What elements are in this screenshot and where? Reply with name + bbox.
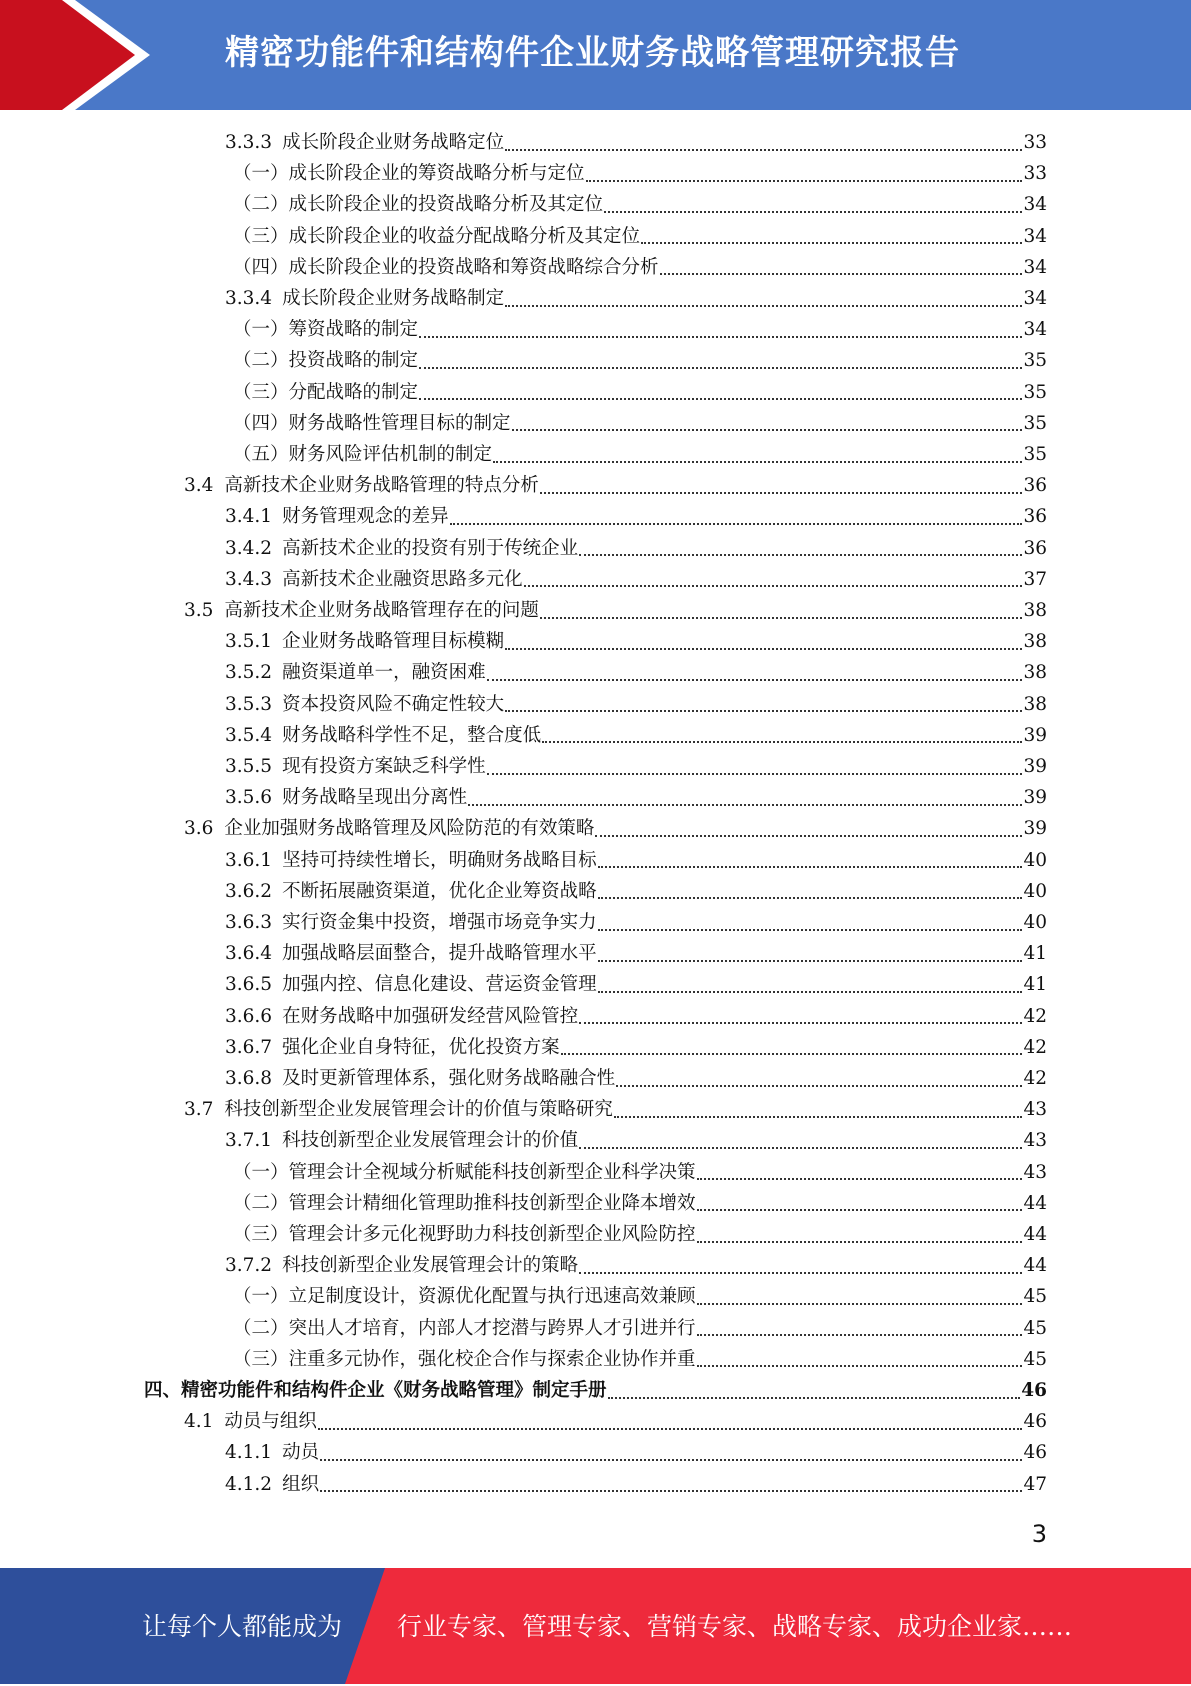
toc-dot-leader <box>697 1178 1023 1180</box>
toc-entry-title: 企业财务战略管理目标模糊 <box>282 631 505 653</box>
toc-entry[interactable] <box>225 782 1047 813</box>
toc-entry[interactable] <box>225 626 1047 657</box>
toc-dot-leader <box>542 741 1022 743</box>
toc-entry-number: 3.6.4 <box>225 943 273 965</box>
toc-entry-page: 39 <box>1023 756 1047 777</box>
toc-entry-page: 34 <box>1023 225 1047 247</box>
toc-entry-number: 3.3.3 <box>225 132 273 153</box>
toc-entry-number: 3.4.3 <box>225 568 273 590</box>
toc-dot-leader <box>660 273 1023 275</box>
toc-dot-leader <box>561 1053 1023 1055</box>
toc-entry-page: 44 <box>1023 1255 1047 1277</box>
toc-entry-page: 38 <box>1023 631 1047 653</box>
toc-dot-leader <box>697 1241 1023 1243</box>
toc-entry-page: 39 <box>1023 787 1047 809</box>
toc-entry-title: 企业加强财务战略管理及风险防范的有效策略 <box>224 818 595 840</box>
toc-dot-leader <box>598 897 1023 899</box>
toc-entry-page: 36 <box>1023 475 1047 497</box>
toc-entry[interactable] <box>225 533 1047 564</box>
toc-entry-title: 现有投资方案缺乏科学性 <box>282 756 486 777</box>
toc-entry-page: 36 <box>1023 537 1047 559</box>
toc-entry-title: 动员与组织 <box>224 1411 317 1433</box>
toc-entry-number: 3.6.5 <box>225 974 273 996</box>
toc-entry-page: 38 <box>1023 600 1047 621</box>
toc-entry[interactable] <box>184 1094 1047 1125</box>
toc-dot-leader <box>614 1116 1023 1118</box>
toc-entry[interactable] <box>225 657 1047 688</box>
toc-dot-leader <box>419 398 1022 400</box>
toc-entry[interactable] <box>225 1063 1047 1094</box>
toc-dot-leader <box>512 429 1023 431</box>
toc-entry[interactable] <box>225 969 1047 1000</box>
toc-dot-leader <box>540 617 1023 619</box>
toc-dot-leader <box>595 835 1022 837</box>
toc-entry[interactable] <box>225 1032 1047 1063</box>
toc-entry-number: 3.6.1 <box>225 849 273 871</box>
toc-entry-page: 43 <box>1023 1161 1047 1183</box>
toc-entry-page: 33 <box>1023 163 1047 185</box>
toc-entry[interactable] <box>225 720 1047 751</box>
toc-entry-title: （五）财务风险评估机制的制定 <box>233 444 493 465</box>
toc-entry[interactable] <box>233 408 1047 439</box>
toc-entry-title: 科技创新型企业发展管理会计的价值与策略研究 <box>224 1099 613 1121</box>
toc-entry[interactable] <box>233 1313 1047 1344</box>
toc-entry-title: 科技创新型企业发展管理会计的价值 <box>282 1130 579 1152</box>
toc-entry[interactable] <box>233 1157 1047 1188</box>
toc-entry[interactable] <box>233 221 1047 252</box>
toc-entry-title: 资本投资风险不确定性较大 <box>282 693 505 715</box>
toc-entry-page: 35 <box>1023 444 1047 465</box>
toc-dot-leader <box>598 991 1023 993</box>
toc-entry[interactable] <box>225 1437 1047 1468</box>
toc-entry-page: 35 <box>1023 350 1047 372</box>
toc-entry-number: 3.5 <box>184 600 214 621</box>
toc-dot-leader <box>505 305 1022 307</box>
footer-slogan-left: 让每个人都能成为 <box>142 1612 343 1641</box>
toc-entry[interactable] <box>184 595 1047 626</box>
toc-entry[interactable] <box>225 1250 1047 1281</box>
toc-dot-leader <box>318 1428 1023 1430</box>
toc-entry-number: 4.1.1 <box>225 1442 273 1464</box>
page-footer <box>0 1568 1191 1684</box>
toc-entry-title: 科技创新型企业发展管理会计的策略 <box>282 1255 579 1277</box>
toc-entry-title: （二）突出人才培育，内部人才挖潜与跨界人才引进并行 <box>233 1317 696 1339</box>
toc-entry-number: 3.5.4 <box>225 724 273 746</box>
toc-dot-leader <box>598 960 1023 962</box>
page-header <box>0 0 1191 110</box>
toc-dot-leader <box>540 492 1023 494</box>
toc-entry-number: 3.5.5 <box>225 756 273 777</box>
toc-entry-page: 41 <box>1023 943 1047 965</box>
toc-entry[interactable] <box>225 876 1047 907</box>
toc-dot-leader <box>579 554 1022 556</box>
toc-entry-page: 35 <box>1023 381 1047 403</box>
toc-entry[interactable] <box>233 189 1047 220</box>
toc-entry-title: （三）管理会计多元化视野助力科技创新型企业风险防控 <box>233 1224 696 1245</box>
toc-entry-page: 44 <box>1023 1192 1047 1214</box>
footer-slogan-right: 行业专家、管理专家、营销专家、战略专家、成功企业家…… <box>397 1612 1073 1641</box>
toc-entry[interactable] <box>184 813 1047 844</box>
toc-entry-title: 四、精密功能件和结构件企业《财务战略管理》制定手册 <box>144 1380 607 1401</box>
toc-entry-page: 39 <box>1023 818 1047 840</box>
toc-entry-page: 41 <box>1023 974 1047 996</box>
toc-entry-page: 34 <box>1023 256 1047 278</box>
toc-entry-number: 3.6.3 <box>225 912 273 933</box>
toc-entry-title: 财务战略科学性不足，整合度低 <box>282 724 542 746</box>
toc-dot-leader <box>320 1490 1022 1492</box>
toc-entry[interactable] <box>233 345 1047 376</box>
toc-entry-page: 42 <box>1023 1068 1047 1089</box>
toc-entry-page: 40 <box>1023 880 1047 902</box>
toc-entry[interactable] <box>225 1125 1047 1156</box>
toc-entry-title: （一）成长阶段企业的筹资战略分析与定位 <box>233 163 585 185</box>
toc-dot-leader <box>697 1334 1023 1336</box>
toc-entry-title: （一）立足制度设计，资源优化配置与执行迅速高效兼顾 <box>233 1286 696 1308</box>
toc-entry-page: 46 <box>1023 1411 1047 1433</box>
page-number: 3 <box>1031 1520 1047 1548</box>
toc-dot-leader <box>419 367 1022 369</box>
toc-entry-title: （三）分配战略的制定 <box>233 381 419 403</box>
toc-dot-leader <box>505 648 1022 650</box>
toc-entry[interactable] <box>184 470 1047 501</box>
toc-entry-page: 42 <box>1023 1036 1047 1058</box>
report-title: 精密功能件和结构件企业财务战略管理研究报告 <box>225 33 960 73</box>
toc-entry[interactable] <box>233 1188 1047 1219</box>
toc-entry-title: 实行资金集中投资，增强市场竞争实力 <box>282 912 597 933</box>
toc-entry[interactable] <box>233 1219 1047 1250</box>
toc-entry-page: 40 <box>1023 912 1047 933</box>
toc-entry-title: 组织 <box>282 1473 320 1495</box>
toc-entry-number: 3.5.1 <box>225 631 273 653</box>
toc-entry-title: 财务战略呈现出分离性 <box>282 787 468 809</box>
toc-entry-page: 34 <box>1023 319 1047 341</box>
toc-entry-page: 38 <box>1023 693 1047 715</box>
toc-dot-leader <box>524 585 1023 587</box>
toc-entry-number: 3.3.4 <box>225 288 273 309</box>
toc-entry-page: 39 <box>1023 724 1047 746</box>
toc-dot-leader <box>616 1085 1022 1087</box>
toc-entry-title: 强化企业自身特征，优化投资方案 <box>282 1036 560 1058</box>
toc-entry-page: 34 <box>1023 288 1047 309</box>
toc-entry-title: 及时更新管理体系，强化财务战略融合性 <box>282 1068 616 1089</box>
toc-entry-page: 46 <box>1023 1442 1047 1464</box>
toc-entry-title: 高新技术企业的投资有别于传统企业 <box>282 537 579 559</box>
toc-entry[interactable] <box>225 689 1047 720</box>
toc-entry-page: 40 <box>1023 849 1047 871</box>
toc-entry[interactable] <box>233 1344 1047 1375</box>
toc-entry-page: 38 <box>1023 662 1047 684</box>
toc-entry[interactable] <box>233 158 1047 189</box>
toc-dot-leader <box>697 1365 1023 1367</box>
toc-entry[interactable] <box>233 1281 1047 1312</box>
toc-entry-title: 坚持可持续性增长，明确财务战略目标 <box>282 849 597 871</box>
toc-entry-number: 3.6.6 <box>225 1005 273 1027</box>
toc-entry-title: 高新技术企业融资思路多元化 <box>282 568 523 590</box>
toc-dot-leader <box>487 773 1023 775</box>
toc-dot-leader <box>419 336 1022 338</box>
toc-entry[interactable] <box>225 127 1047 158</box>
toc-entry[interactable] <box>225 501 1047 532</box>
toc-dot-leader <box>598 866 1023 868</box>
toc-entry-page: 37 <box>1023 568 1047 590</box>
toc-entry-page: 45 <box>1023 1286 1047 1308</box>
toc-entry-page: 45 <box>1023 1348 1047 1370</box>
toc-entry-title: 在财务战略中加强研发经营风险管控 <box>282 1005 579 1027</box>
toc-entry-number: 3.6.7 <box>225 1036 273 1058</box>
toc-entry-title: （二）管理会计精细化管理助推科技创新型企业降本增效 <box>233 1192 696 1214</box>
toc-dot-leader <box>505 149 1022 151</box>
toc-dot-leader <box>579 1147 1022 1149</box>
toc-entry[interactable] <box>225 283 1047 314</box>
toc-entry-number: 4.1.2 <box>225 1473 273 1495</box>
toc-dot-leader <box>487 679 1023 681</box>
toc-entry-page: 42 <box>1023 1005 1047 1027</box>
toc-dot-leader <box>598 929 1023 931</box>
toc-entry[interactable] <box>233 314 1047 345</box>
toc-entry-number: 4.1 <box>184 1411 214 1433</box>
toc-entry-title: （三）成长阶段企业的收益分配战略分析及其定位 <box>233 225 641 247</box>
toc-entry-number: 3.5.6 <box>225 787 273 809</box>
toc-entry-title: 高新技术企业财务战略管理的特点分析 <box>224 475 539 497</box>
toc-entry[interactable] <box>225 845 1047 876</box>
toc-entry[interactable] <box>184 1406 1047 1437</box>
toc-dot-leader <box>641 242 1022 244</box>
toc-dot-leader <box>697 1303 1023 1305</box>
toc-dot-leader <box>604 211 1022 213</box>
toc-entry-number: 3.6.8 <box>225 1068 273 1089</box>
toc-entry-title: （四）成长阶段企业的投资战略和筹资战略综合分析 <box>233 256 659 278</box>
toc-dot-leader <box>697 1209 1023 1211</box>
toc-entry-title: （一）管理会计全视域分析赋能科技创新型企业科学决策 <box>233 1161 696 1183</box>
toc-entry[interactable] <box>225 751 1047 782</box>
toc-entry-page: 33 <box>1023 132 1047 153</box>
toc-entry[interactable] <box>233 377 1047 408</box>
toc-entry-title: 融资渠道单一，融资困难 <box>282 662 486 684</box>
toc-entry-title: 不断拓展融资渠道，优化企业筹资战略 <box>282 880 597 902</box>
toc-entry-number: 3.7.1 <box>225 1130 273 1152</box>
toc-entry-title: （一）筹资战略的制定 <box>233 319 419 341</box>
toc-dot-leader <box>505 710 1022 712</box>
toc-entry-page: 45 <box>1023 1317 1047 1339</box>
toc-entry-title: （四）财务战略性管理目标的制定 <box>233 412 511 434</box>
toc-entry-number: 3.4.2 <box>225 537 273 559</box>
toc-entry-title: 财务管理观念的差异 <box>282 506 449 528</box>
toc-dot-leader <box>450 523 1023 525</box>
toc-dot-leader <box>468 804 1022 806</box>
toc-entry-title: 加强内控、信息化建设、营运资金管理 <box>282 974 597 996</box>
toc-entry-title: （二）投资战略的制定 <box>233 350 419 372</box>
toc-entry[interactable] <box>225 938 1047 969</box>
header-red-chevron <box>0 0 150 110</box>
toc-entry-number: 3.6.2 <box>225 880 273 902</box>
toc-entry-number: 3.4.1 <box>225 506 273 528</box>
toc-entry-number: 3.4 <box>184 475 214 497</box>
toc-entry-title: （三）注重多元协作，强化校企合作与探索企业协作并重 <box>233 1348 696 1370</box>
toc-entry-title: 高新技术企业财务战略管理存在的问题 <box>224 600 539 621</box>
toc-dot-leader <box>586 180 1023 182</box>
toc-entry[interactable] <box>144 1375 1047 1406</box>
toc-entry[interactable] <box>225 1001 1047 1032</box>
toc-entry-number: 3.5.3 <box>225 693 273 715</box>
toc-dot-leader <box>608 1397 1021 1399</box>
toc-entry-number: 3.5.2 <box>225 662 273 684</box>
toc-dot-leader <box>493 461 1022 463</box>
toc-entry-title: （二）成长阶段企业的投资战略分析及其定位 <box>233 194 604 216</box>
toc-entry-title: 成长阶段企业财务战略制定 <box>282 288 505 309</box>
toc-entry[interactable] <box>225 1469 1047 1500</box>
toc-entry-title: 成长阶段企业财务战略定位 <box>282 132 505 153</box>
toc-entry-page: 36 <box>1023 506 1047 528</box>
toc-entry-page: 46 <box>1021 1380 1047 1401</box>
toc-dot-leader <box>579 1272 1022 1274</box>
toc-dot-leader <box>579 1022 1022 1024</box>
toc-entry-number: 3.7 <box>184 1099 214 1121</box>
toc-entry-page: 35 <box>1023 412 1047 434</box>
toc-entry-number: 3.6 <box>184 818 214 840</box>
toc-entry[interactable] <box>225 907 1047 938</box>
toc-entry-page: 47 <box>1023 1473 1047 1495</box>
toc-entry[interactable] <box>233 252 1047 283</box>
toc-dot-leader <box>320 1459 1022 1461</box>
toc-entry[interactable] <box>225 564 1047 595</box>
toc-entry-title: 动员 <box>282 1442 320 1464</box>
toc-entry[interactable] <box>233 439 1047 470</box>
toc-entry-page: 34 <box>1023 194 1047 216</box>
toc-entry-number: 3.7.2 <box>225 1255 273 1277</box>
toc-entry-title: 加强战略层面整合，提升战略管理水平 <box>282 943 597 965</box>
toc-entry-page: 44 <box>1023 1224 1047 1245</box>
toc-entry-page: 43 <box>1023 1130 1047 1152</box>
toc-entry-page: 43 <box>1023 1099 1047 1121</box>
